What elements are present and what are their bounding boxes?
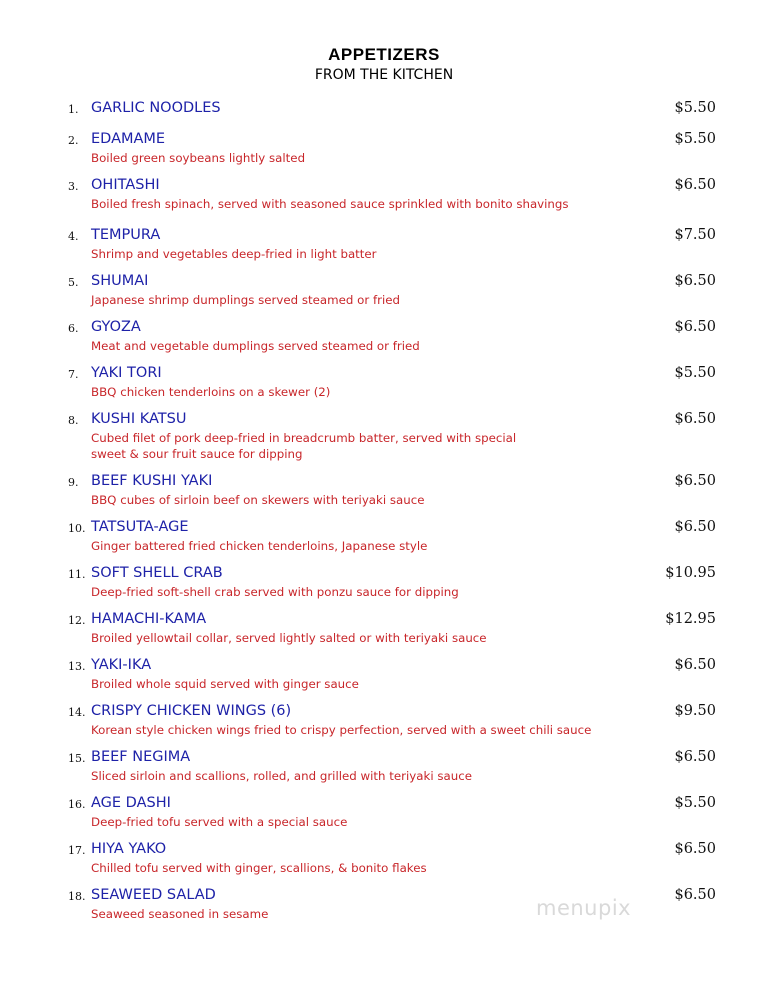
item-name: BEEF KUSHI YAKI [91,473,213,489]
item-name: TEMPURA [91,227,161,243]
item-number: 15. [68,752,86,765]
item-name: KUSHI KATSU [91,411,187,427]
item-description: Broiled yellowtail collar, served lightly salted or with teriyaki sauce [91,631,487,645]
item-name: EDAMAME [91,131,166,147]
item-number: 3. [68,180,79,193]
item-description: Deep-fried tofu served with a special sauce [91,815,348,829]
item-name: HIYA YAKO [91,841,167,857]
item-price: $6.50 [674,177,716,193]
item-description: Boiled fresh spinach, served with seasoned sauce sprinkled with bonito shavings [91,197,569,211]
item-price: $6.50 [674,411,716,427]
item-name: YAKI-IKA [91,657,152,673]
item-description: Sliced sirloin and scallions, rolled, and grilled with teriyaki sauce [91,769,472,783]
item-number: 14. [68,706,86,719]
item-price: $6.50 [674,749,716,765]
item-description: Chilled tofu served with ginger, scallions, & bonito flakes [91,861,427,875]
item-name: BEEF NEGIMA [91,749,191,765]
item-number: 12. [68,614,86,627]
item-description: BBQ chicken tenderloins on a skewer (2) [91,385,331,399]
item-price: $6.50 [674,657,716,673]
watermark-logo: menupix [536,896,632,920]
item-description: Meat and vegetable dumplings served steamed or fried [91,339,420,353]
item-description: Broiled whole squid served with ginger sauce [91,677,359,691]
item-description: Japanese shrimp dumplings served steamed or fried [91,293,400,307]
item-price: $10.95 [665,565,716,581]
item-number: 2. [68,134,79,147]
item-number: 11. [68,568,86,581]
item-name: YAKI TORI [91,365,162,381]
item-name: HAMACHI-KAMA [91,611,207,627]
item-price: $7.50 [674,227,716,243]
item-number: 6. [68,322,79,335]
item-number: 17. [68,844,86,857]
item-number: 13. [68,660,86,673]
item-description: Korean style chicken wings fried to crispy perfection, served with a sweet chili sauce [91,723,592,737]
item-description: BBQ cubes of sirloin beef on skewers with teriyaki sauce [91,493,425,507]
item-number: 10. [68,522,86,535]
item-price: $6.50 [674,519,716,535]
item-name: GARLIC NOODLES [91,100,221,116]
item-name: TATSUTA-AGE [91,519,189,535]
item-number: 1. [68,103,79,116]
item-price: $5.50 [674,131,716,147]
menu-header [0,44,768,84]
item-name: OHITASHI [91,177,160,193]
item-description: Cubed filet of pork deep-fried in breadcrumb batter, served with special sweet & sour fruit sauce for dipping [91,431,517,461]
item-description: Shrimp and vegetables deep-fried in light batter [91,247,377,261]
item-name: GYOZA [91,319,141,335]
item-name: CRISPY CHICKEN WINGS (6) [91,703,292,719]
item-description: Ginger battered fried chicken tenderloins, Japanese style [91,539,428,553]
item-description: Seaweed seasoned in sesame [91,907,269,921]
item-number: 18. [68,890,86,903]
section-subtitle: FROM THE KITCHEN [314,67,454,83]
item-price: $6.50 [674,273,716,289]
item-name: SHUMAI [91,273,149,289]
item-number: 7. [68,368,79,381]
item-number: 8. [68,414,79,427]
item-name: SEAWEED SALAD [91,887,216,903]
item-price: $5.50 [674,100,716,116]
item-description: Boiled green soybeans lightly salted [91,151,306,165]
item-name: SOFT SHELL CRAB [91,565,223,581]
item-name: AGE DASHI [91,795,171,811]
item-price: $6.50 [674,887,716,903]
item-number: 9. [68,476,79,489]
item-number: 4. [68,230,79,243]
item-price: $5.50 [674,365,716,381]
item-price: $6.50 [674,319,716,335]
section-title: APPETIZERS [328,45,440,64]
item-description: Deep-fried soft-shell crab served with ponzu sauce for dipping [91,585,459,599]
item-price: $9.50 [674,703,716,719]
item-price: $6.50 [674,473,716,489]
item-price: $6.50 [674,841,716,857]
item-number: 16. [68,798,86,811]
item-price: $12.95 [665,611,716,627]
item-price: $5.50 [674,795,716,811]
item-number: 5. [68,276,79,289]
